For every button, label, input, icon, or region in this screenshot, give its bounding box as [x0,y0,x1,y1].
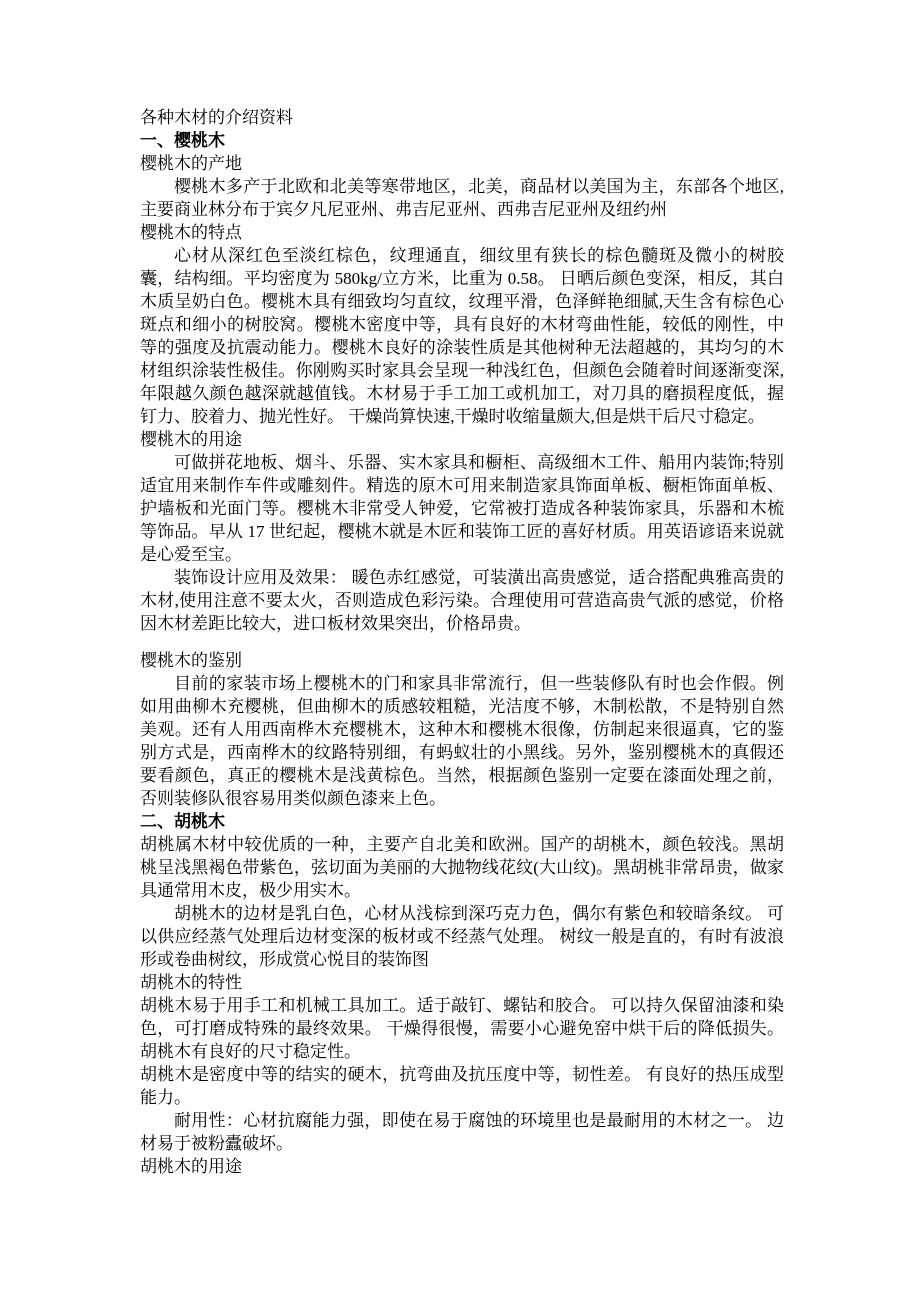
paragraph-cherry-features: 心材从深红色至淡红棕色，纹理通直，细纹里有狭长的棕色髓斑及微小的树胶囊，结构细。平均密度为 580kg/立方米，比重为 0.58。 日晒后颜色变深，相反，其白木质呈奶白色。樱桃木具有细致均匀直纹，纹理平滑，色泽鲜艳细腻,天生含有棕色心斑点和细小的树胶窝。樱桃木密度中等，具有良好的木材弯曲性能，较低的刚性，中等的强度及抗震动能力。樱桃木良好的涂装性质是其他树种无法超越的，其均匀的木材组织涂装性极佳。你刚购买时家具会呈现一种浅红色，但颜色会随着时间逐渐变深,年限越久颜色越深就越值钱。木材易于手工加工或机加工，对刀具的磨损程度低，握钉力、胶着力、抛光性好。 干燥尚算快速,干燥时收缩量颇大,但是烘干后尺寸稳定。 [140,246,784,426]
paragraph-cherry-uses-2: 装饰设计应用及效果： 暖色赤红感觉，可装潢出高贵感觉，适合搭配典雅高贵的木材,使用注意不要太火，否则造成色彩污染。合理使用可营造高贵气派的感觉，价格因木材差距比较大，进口板材效果突出，价格昂贵。 [140,568,784,633]
paragraph-walnut-durability: 耐用性：心材抗腐能力强，即使在易于腐蚀的环境里也是最耐用的木材之一。 边材易于被粉蠹破坏。 [140,1111,784,1153]
paragraph-cherry-identification: 目前的家装市场上樱桃木的门和家具非常流行，但一些装修队有时也会作假。例如用曲柳木充樱桃，但曲柳木的质感较粗糙，光洁度不够，木制松散，不是特别自然美观。还有人用西南桦木充樱桃木，这种木和樱桃木很像，仿制起来很逼真，它的鉴别方式是，西南桦木的纹路特别细，有蚂蚁壮的小黑线。另外，鉴别樱桃木的真假还要看颜色，真正的樱桃木是浅黄棕色。当然，根据颜色鉴别一定要在漆面处理之前，否则装修队很容易用类似颜色漆来上色。 [140,674,784,808]
document-content [140,106,784,1178]
subheading-cherry-origin: 樱桃木的产地 [140,154,242,173]
paragraph-cherry-uses-1: 可做拼花地板、烟斗、乐器、实木家具和橱柜、高级细木工件、船用内装饰;特别适宜用来制作车件或雕刻件。精选的原木可用来制造家具饰面单板、橱柜饰面单板、护墙板和光面门等。樱桃木非常受人钟爱，它常被打造成各种装饰家具，乐器和木梳等饰品。早从 17 世纪起，樱桃木就是木匠和装饰工匠的喜好材质。用英语谚语来说就是心爱至宝。 [140,453,784,564]
paragraph-cherry-origin: 樱桃木多产于北欧和北美等寒带地区，北美，商品材以美国为主，东部各个地区,主要商业林分布于宾夕凡尼亚州、弗吉尼亚州、西弗吉尼亚州及纽约州 [140,177,784,219]
paragraph-walnut-color: 胡桃木的边材是乳白色，心材从浅棕到深巧克力色，偶尔有紫色和较暗条纹。 可以供应经蒸气处理后边材变深的板材或不经蒸气处理。 树纹一般是直的，有时有波浪形或卷曲树纹，形成赏心悦目的装饰图 [140,904,784,969]
subheading-cherry-features: 樱桃木的特点 [140,223,242,242]
section-heading-cherry: 一、樱桃木 [140,131,225,150]
paragraph-walnut-properties-1: 胡桃木易于用手工和机械工具加工。适于敲钉、螺钻和胶合。 可以持久保留油漆和染色，可打磨成特殊的最终效果。 干燥得很慢，需要小心避免窑中烘干后的降低损失。 胡桃木有良好的尺寸稳定性。 [140,996,784,1061]
subheading-cherry-uses: 樱桃木的用途 [140,430,242,449]
paragraph-walnut-properties-2: 胡桃木是密度中等的结实的硬木，抗弯曲及抗压度中等，韧性差。 有良好的热压成型能力。 [140,1065,784,1107]
paragraph-walnut-intro: 胡桃属木材中较优质的一种，主要产自北美和欧洲。国产的胡桃木，颜色较浅。黑胡桃呈浅黑褐色带紫色，弦切面为美丽的大抛物线花纹(大山纹)。黑胡桃非常昂贵，做家具通常用木皮，极少用实木。 [140,835,784,900]
section-heading-walnut: 二、胡桃木 [140,812,225,831]
subheading-walnut-properties: 胡桃木的特性 [140,973,242,992]
doc-title: 各种木材的介绍资料 [140,108,293,127]
subheading-cherry-identification: 樱桃木的鉴别 [140,651,242,670]
subheading-walnut-uses: 胡桃木的用途 [140,1157,242,1176]
